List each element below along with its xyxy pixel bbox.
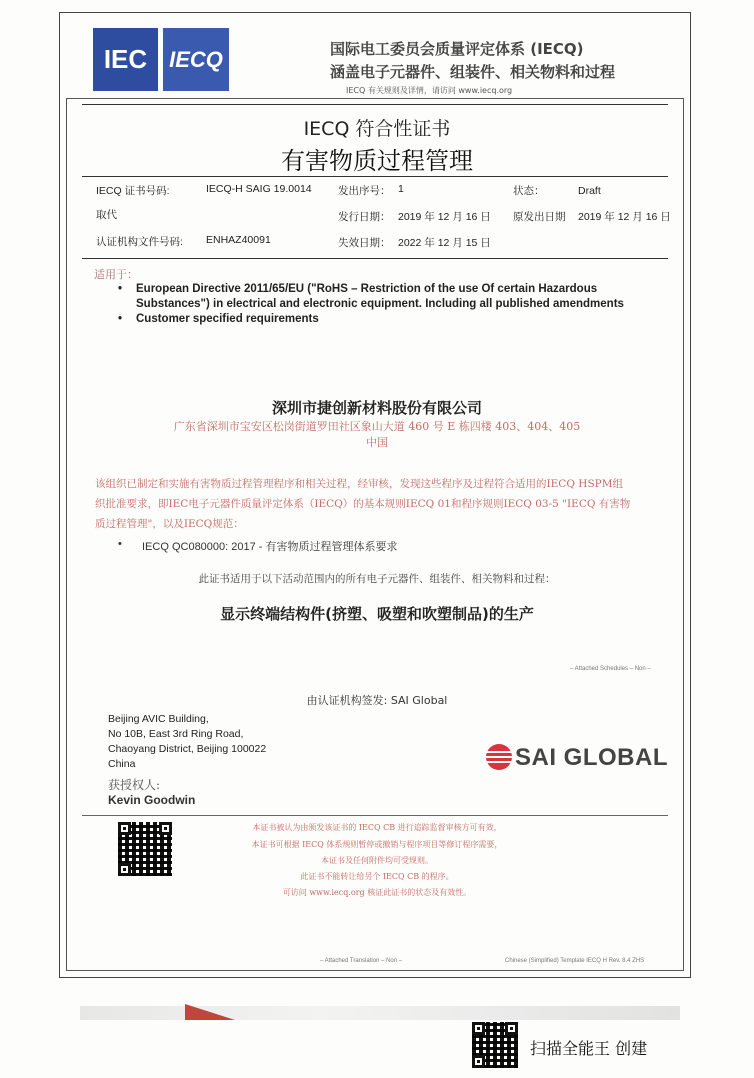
issuer-address [108,712,266,772]
bullet-dot: • [118,538,122,550]
header-title: 国际电工委员会质量评定体系 (IECQ) [330,40,584,58]
issuer-address-line: No 10B, East 3rd Ring Road, [108,728,244,740]
company-address: 广东省深圳市宝安区松岗街道罗田社区象山大道 460 号 E 栋四楼 403、404、405 [173,420,581,433]
status-value: Draft [578,185,601,197]
bullet-dot: • [118,313,123,325]
certificate-subtitle: 有害物质过程管理 [281,147,473,175]
cb-ref-value: ENHAZ40091 [206,234,271,246]
status-label: 状态： [513,185,545,197]
notice-divider [82,815,668,816]
notice-website-line: 可访问 www.iecq.org 核证此证书的状态及有效性。 [282,888,472,897]
issued-by: 由认证机构签发: SAI Global [306,694,448,707]
issuer-address-line: Beijing AVIC Building, [108,713,209,725]
qr-finder [505,1022,518,1035]
scanner-watermark-label: 扫描全能王 创建 [530,1039,648,1058]
attached-translation-note: – Attached Translation – Non – [320,958,403,964]
bullet-dot: • [118,283,123,295]
expiry-value: 2022 年 12 月 15 日 [398,237,491,249]
scanner-qr-code [472,1022,518,1068]
scope-intro: 此证书适用于以下活动范围内的所有电子元器件、组装件、相关物料和过程： [198,573,556,585]
sai-global-logo-text: SAI GLOBAL [515,744,668,771]
applies-label: 适用于： [94,269,138,281]
body-paragraph-line3: 质过程管理"，以及IECQ规范： [95,518,244,530]
issuer-address-line: China [108,758,136,770]
qr-finder [472,1055,485,1068]
body-paragraph-line1: 该组织已制定和实施有害物质过程管理程序和相关过程，经审核，发现这些程序及过程符合适用的IECQ HSPM组 [95,478,623,490]
body-paragraph-line2: 织批准要求，即IEC电子元器件质量评定体系（IECQ）的基本规则IECQ 01和程序规则IECQ 03-5 "IECQ 有害物 [95,498,631,510]
fields-bottom-divider [82,258,668,259]
fields-top-divider [82,176,668,177]
spec-standard: IECQ QC080000: 2017 - 有害物质过程管理体系要求 [142,541,398,553]
authorized-label: 获授权人: [108,778,161,792]
qr-finder [472,1022,485,1035]
cert-no-value: IECQ-H SAIG 19.0014 [206,183,312,195]
notice-line: 本证书及任何附件均可受规则。 [321,856,433,865]
applies-bullet-2: Customer specified requirements [136,313,319,325]
cert-no-label: IECQ 证书号码: [96,185,170,197]
applies-bullet-1-cont: Substances") in electrical and electronic equipment. Including all published amendments [136,298,624,310]
expiry-label: 失效日期： [338,237,391,249]
header-divider [82,104,668,105]
issue-date-value: 2019 年 12 月 16 日 [398,211,491,223]
header-website-note: IECQ 有关规则及详情，请访问 www.iecq.org [346,86,513,95]
notice-line: 本证书被认为由颁发该证书的 IECQ CB 进行追踪监督审核方可有效， [252,823,502,832]
issue-no-label: 发出序号： [338,185,391,197]
header-subtitle: 涵盖电子元器件、组装件、相关物料和过程 [330,63,616,81]
scan-edge-strip [80,1006,680,1020]
iec-logo [93,28,158,91]
original-date-label: 原发出日期 [513,211,566,223]
authorized-name: Kevin Goodwin [108,793,196,807]
issue-no-value: 1 [398,183,404,195]
cb-ref-label: 认证机构文件号码: [96,236,183,248]
iecq-logo [163,28,229,91]
iec-logo-text: IEC [103,44,148,74]
scope-statement: 显示终端结构件(挤塑、吸塑和吹塑制品)的生产 [220,605,534,623]
supersedes-label: 取代 [96,209,117,221]
company-country: 中国 [366,436,388,449]
notice-line: 本证书可根据 IECQ 体系规则暂停或撤销与程序项目等修订程序需要， [251,840,503,849]
issue-date-label: 发行日期： [338,211,391,223]
issuer-address-line: Chaoyang District, Beijing 100022 [108,743,267,755]
template-version: Chinese (Simplified) Template IECQ H Rev. 8.4 ZHS [505,958,645,964]
certificate-title: IECQ 符合性证书 [303,118,451,140]
company-name: 深圳市捷创新材料股份有限公司 [271,399,482,417]
applies-bullet-1: European Directive 2011/65/EU ("RoHS – Restriction of the use Of certain Hazardous [136,283,598,295]
original-date-value: 2019 年 12 月 16 日 [578,211,671,223]
iecq-logo-text: IECQ [169,46,223,72]
sai-globe-icon [484,742,514,772]
attached-schedules-note: – Attached Schedules – Non – [570,666,651,672]
notice-line: 此证书不能转让给另个 IECQ CB 的程序。 [300,872,454,881]
